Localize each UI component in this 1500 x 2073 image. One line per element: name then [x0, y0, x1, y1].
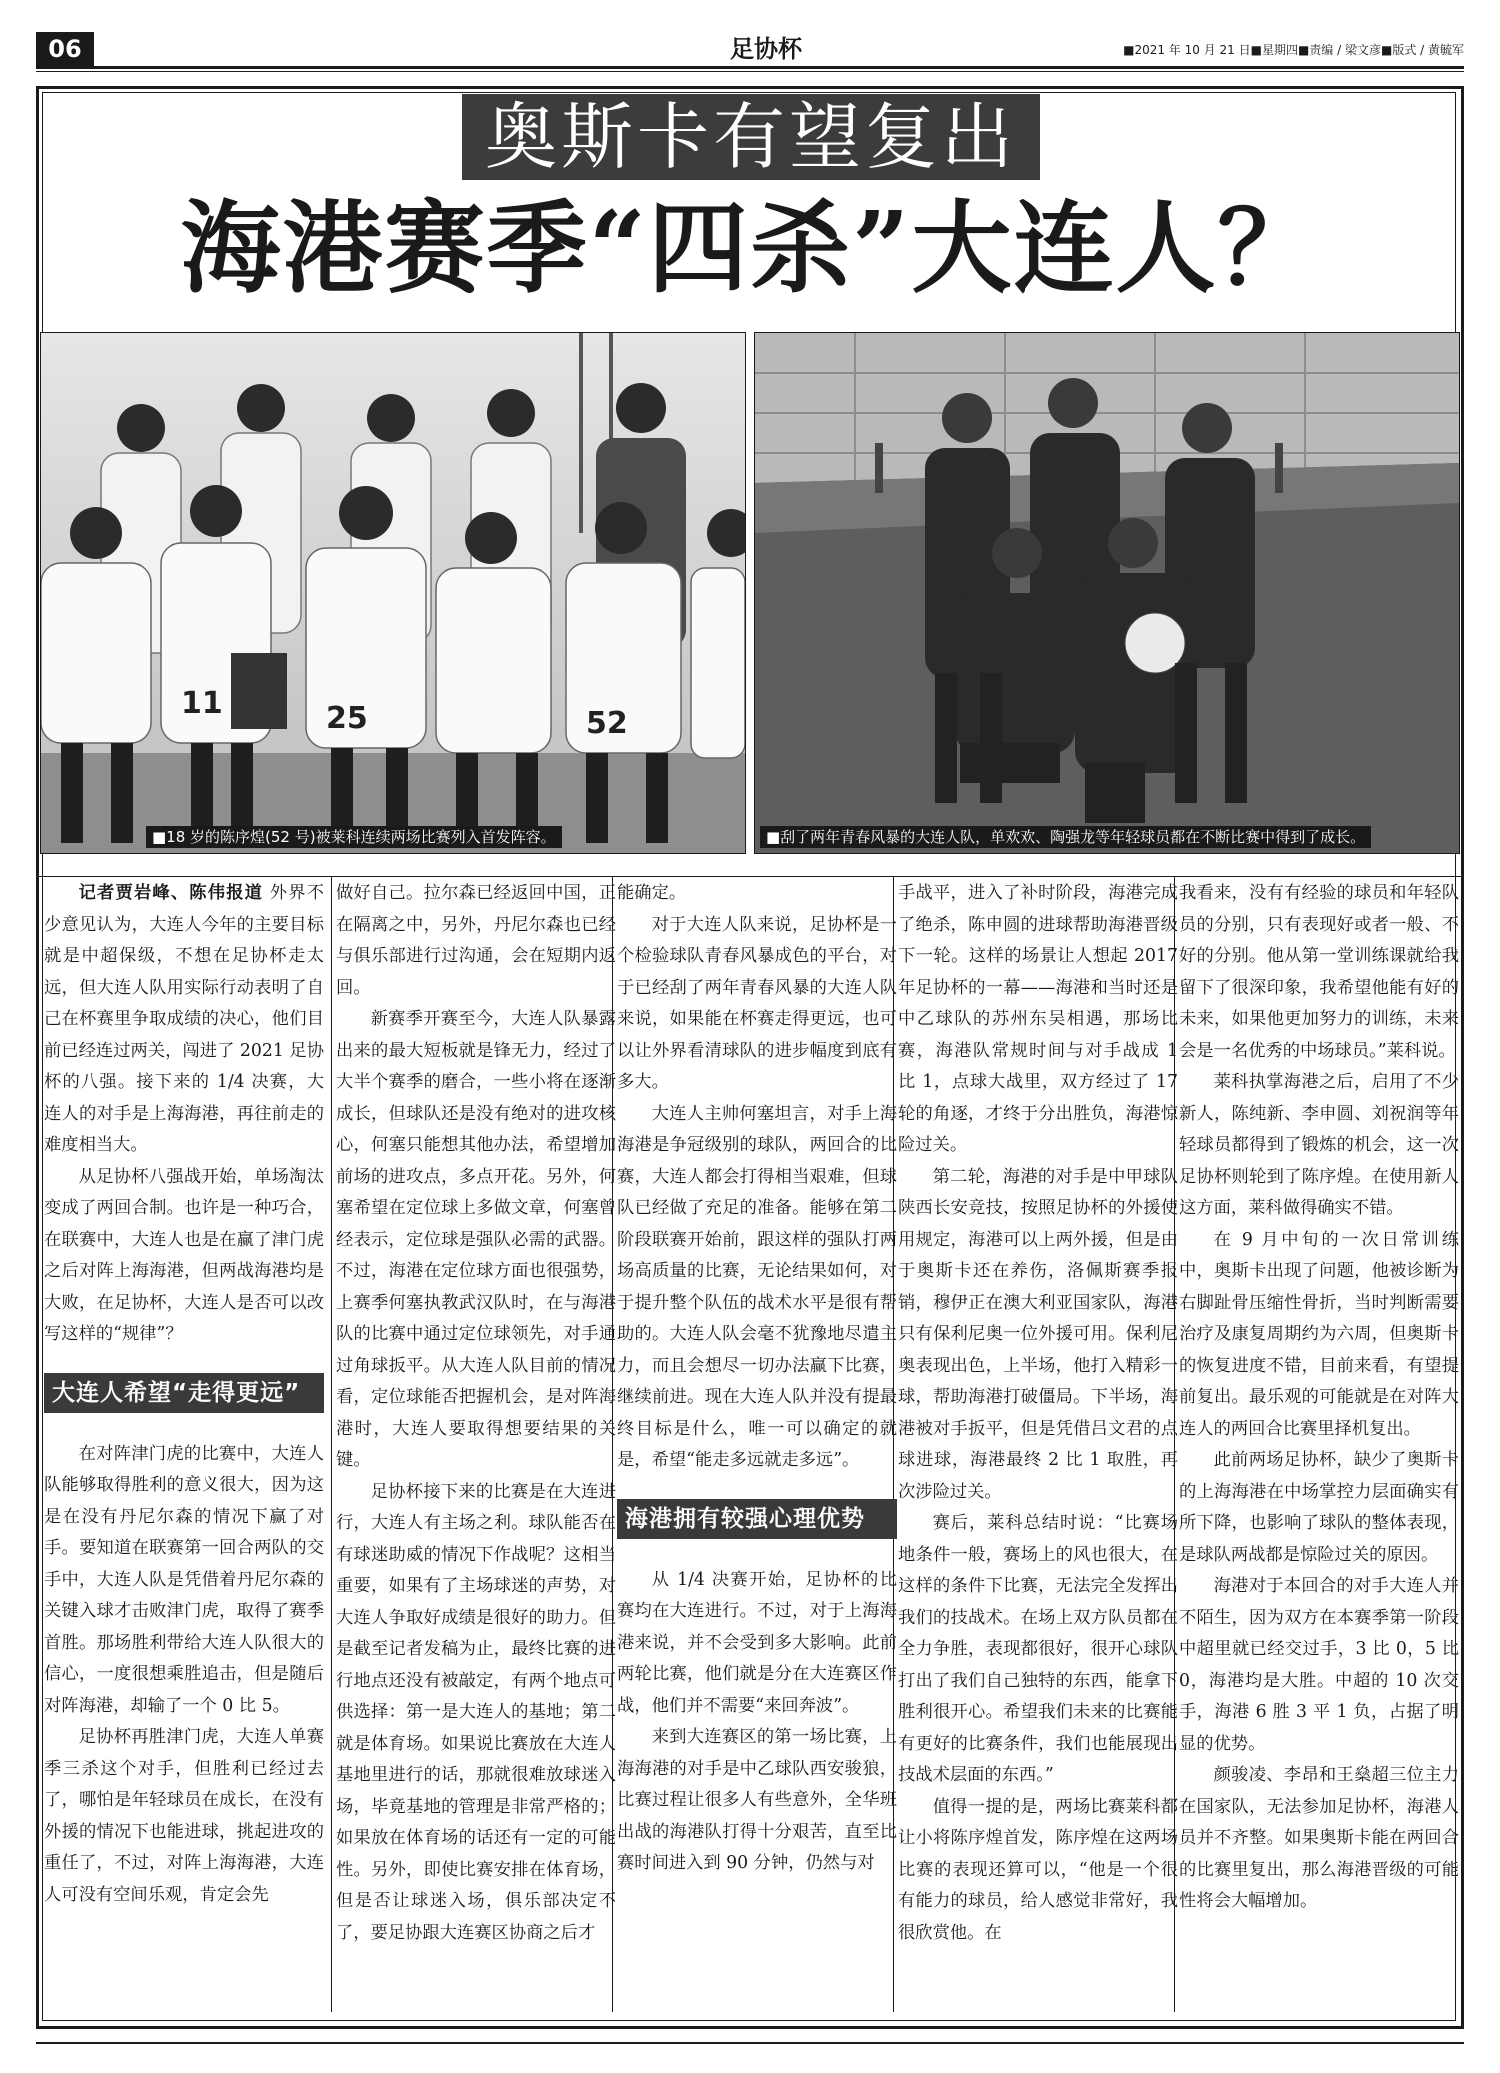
paragraph: 第二轮，海港的对手是中甲球队陕西长安竞技，按照足协杯的外援使用规定，海港可以上两外援，但是由于奥斯卡还在养伤，洛佩斯赛季报销，穆伊正在澳大利亚国家队，海港只有保利尼奥一位外援可用。保利尼奥表现出色，上半场，他打入精彩一球，帮助海港打破僵局。下半场，海港被对手扳平，但是凭借吕文君的点球进球，海港最终 2 比 1 取胜，再次涉险过关。 [898, 1166, 1178, 1502]
column-rule-1 [331, 876, 332, 2012]
paragraph-text: 外界不少意见认为，大连人今年的主要目标就是中超保级，不想在足协杯走太远，但大连人队用实际行动表明了自己在杯赛里争取成绩的决心，他们目前已经连过两关，闯进了 2021 足协杯的八强。接下来的 1/4 决赛，大连人的对手是上海海港，再往前走的难度相当大。 [44, 883, 324, 1155]
paragraph: 在 9 月中旬的一次日常训练中，奥斯卡出现了问题，他被诊断为右脚趾骨压缩性骨折，当时判断需要治疗及康复周期约为六周，但奥斯卡的恢复进度不错，目前来看，有望提前复出。最乐观的可能就是在对阵大连人的两回合比赛里择机复出。 [1179, 1229, 1459, 1439]
paragraph: 海港对于本回合的对手大连人并不陌生，因为双方在本赛季第一阶段中超里就已经交过手，3 比 0，5 比 0，海港均是大胜。中超的 10 次交手，海港 6 胜 3 平 1 负，占据了明显的优势。 [1179, 1576, 1459, 1754]
header-rule [36, 66, 1464, 69]
article-column-1 [44, 878, 324, 2010]
photo2-caption: ■刮了两年青春风暴的大连人队，单欢欢、陶强龙等年轻球员都在不断比赛中得到了成长。 [760, 826, 1371, 848]
paragraph: 做好自己。拉尔森已经返回中国，正在隔离之中，另外，丹尼尔森也已经与俱乐部进行过沟通，会在短期内返回。 [336, 883, 616, 998]
paragraph: 从足协杯八强战开始，单场淘汰变成了两回合制。也许是一种巧合，在联赛中，大连人也是在赢了津门虎之后对阵上海海港，但两战海港均是大败，在足协杯，大连人是否可以改写这样的“规律”？ [44, 1166, 324, 1344]
article-column-5 [1179, 878, 1459, 2010]
page-number: 06 [36, 32, 94, 66]
footer-rule [36, 2042, 1464, 2044]
team-lineup-image [41, 333, 745, 853]
paragraph: 值得一提的是，两场比赛莱科都让小将陈序煌首发，陈序煌在这两场比赛的表现还算可以，“他是一个很有能力的球员，给人感觉非常好，我很欣赏他。在 [898, 1796, 1178, 1943]
section-title: 足协杯 [730, 35, 802, 63]
paragraph: 从 1/4 决赛开始，足协杯的比赛均在大连进行。不过，对于上海海港来说，并不会受到多大影响。此前两轮比赛，他们就是分在大连赛区作战，他们并不需要“来回奔波”。 [617, 1569, 897, 1716]
svg-text:25: 25 [326, 701, 368, 736]
paragraph: 大连人主帅何塞坦言，对手上海海港是争冠级别的球队，两回合的比赛，大连人都会打得相当艰难，但球队已经做了充足的准备。能够在第二阶段联赛开始前，跟这样的强队打两场高质量的比赛，无论结果如何，对于提升整个队伍的战术水平是很有帮助的。大连人队会毫不犹豫地尽遣主力，而且会想尽一切办法赢下比赛，继续前进。现在大连人队并没有提最终目标是什么，唯一可以确定的就是，希望“能走多远就走多远”。 [617, 1103, 897, 1470]
paragraph: 赛后，莱科总结时说：“比赛场地条件一般，赛场上的风也很大，在这样的条件下比赛，无法完全发挥出我们的技战术。在场上双方队员都在全力争胜，表现都很好，很开心球队打出了我们自己独特的东西，能拿下胜利很开心。希望我们未来的比赛能有更好的比赛条件，我们也能展现出技战术层面的东西。” [898, 1513, 1178, 1785]
paragraph: 我看来，没有有经验的球员和年轻队员的分别，只有表现好或者一般、不好的分别。他从第一堂训练课就给我留下了很深印象，我希望他能有好的未来，如果他更加努力的训练，未来会是一名优秀的中场球员。”莱科说。 [1179, 883, 1459, 1061]
svg-text:11: 11 [181, 686, 223, 721]
kicker-title: 奥斯卡有望复出 [484, 95, 1017, 179]
page-header [36, 26, 1464, 66]
paragraph: 颜骏凌、李昂和王燊超三位主力在国家队，无法参加足协杯，海港人员并不齐整。如果奥斯卡能在两回合的比赛里复出，那么海港晋级的可能性将会大幅增加。 [1179, 1765, 1459, 1911]
young-players-image [755, 333, 1459, 853]
paragraph: 对于大连人队来说，足协杯是一个检验球队青春风暴成色的平台，对于已经刮了两年青春风暴的大连人队来说，如果能在杯赛走得更远，也可以让外界看清球队的进步幅度到底有多大。 [617, 914, 897, 1092]
subheading-1: 大连人希望“走得更远” [44, 1373, 324, 1413]
body-top-rule [36, 876, 1464, 877]
paragraph [44, 878, 324, 1162]
article-column-4 [898, 878, 1178, 2010]
main-headline: 海港赛季“四杀”大连人？ [180, 189, 1320, 307]
paragraph: 在对阵津门虎的比赛中，大连人队能够取得胜利的意义很大，因为这是在没有丹尼尔森的情况下赢了对手。要知道在联赛第一回合两队的交手中，大连人队是凭借着丹尼尔森的关键入球才击败津门虎，取得了赛季首胜。那场胜利带给大连人队很大的信心，一度很想乘胜追击，但是随后对阵海港，却输了一个 0 比 5。 [44, 1443, 324, 1716]
paragraph: 能确定。 [617, 883, 687, 903]
dateline: ■2021 年 10 月 21 日■星期四■责编 / 梁文彦■版式 / 黄毓军 [1123, 43, 1464, 57]
paragraph: 来到大连赛区的第一场比赛，上海海港的对手是中乙球队西安骏狼，比赛过程让很多人有些意外，全华班出战的海港队打得十分艰苦，直至比赛时间进入到 90 分钟，仍然与对 [617, 1727, 897, 1873]
paragraph: 足协杯再胜津门虎，大连人单赛季三杀这个对手，但胜利已经过去了，哪怕是年轻球员在成长，在没有外援的情况下也能进球，挑起进攻的重任了，不过，对阵上海海港，大连人可没有空间乐观，肯定会先 [44, 1727, 324, 1905]
svg-text:52: 52 [586, 706, 628, 741]
article-column-2 [336, 878, 616, 2010]
paragraph: 新赛季开赛至今，大连人队暴露出来的最大短板就是锋无力，经过了大半个赛季的磨合，一些小将在逐渐成长，但球队还是没有绝对的进攻核心，何塞只能想其他办法，希望增加前场的进攻点，多点开花。另外，何塞希望在定位球上多做文章，何塞曾经表示，定位球是强队必需的武器。不过，海港在定位球方面也很强势，上赛季何塞执教武汉队时，在与海港队的比赛中通过定位球领先，对手通过角球扳平。从大连人队目前的情况看，定位球能否把握机会，是对阵海港时，大连人要取得想要结果的关键。 [336, 1009, 616, 1470]
byline: 记者贾岩峰、陈伟报道 [78, 883, 264, 903]
paragraph: 手战平，进入了补时阶段，海港完成了绝杀，陈申圆的进球帮助海港晋级下一轮。这样的场景让人想起 2017 年足协杯的一幕——海港和当时还是中乙球队的苏州东吴相遇，那场比赛，海港队常规时间与对手战成 1 比 1，点球大战里，双方经过了 17 轮的角逐，才终于分出胜负，海港惊险过关。 [898, 883, 1178, 1155]
photo-team-lineup [40, 332, 746, 854]
subheading-2: 海港拥有较强心理优势 [617, 1499, 897, 1539]
paragraph: 足协杯接下来的比赛是在大连进行，大连人有主场之利。球队能否在有球迷助威的情况下作战呢？这相当重要，如果有了主场球迷的声势，对大连人争取好成绩是很好的助力。但是截至记者发稿为止，最终比赛的进行地点还没有被敲定，有两个地点可供选择：第一是大连人的基地；第二就是体育场。如果说比赛放在大连人基地里进行的话，那就很难放球迷入场，毕竟基地的管理是非常严格的；如果放在体育场的话还有一定的可能性。另外，即使比赛安排在体育场，但是否让球迷入场，俱乐部决定不了，要足协跟大连赛区协商之后才 [336, 1481, 616, 1943]
photo1-caption: ■18 岁的陈序煌(52 号)被莱科连续两场比赛列入首发阵容。 [146, 826, 562, 848]
header-rule-thin [36, 71, 1464, 72]
paragraph: 莱科执掌海港之后，启用了不少新人，陈纯新、李申圆、刘祝润等年轻球员都得到了锻炼的机会，这一次足协杯则轮到了陈序煌。在使用新人这方面，莱科做得确实不错。 [1179, 1072, 1459, 1218]
paragraph: 此前两场足协杯，缺少了奥斯卡的上海海港在中场掌控力层面确实有所下降，也影响了球队的整体表现，是球队两战都是惊险过关的原因。 [1179, 1450, 1459, 1565]
article-column-3 [617, 878, 897, 2010]
photo-young-players [754, 332, 1460, 854]
